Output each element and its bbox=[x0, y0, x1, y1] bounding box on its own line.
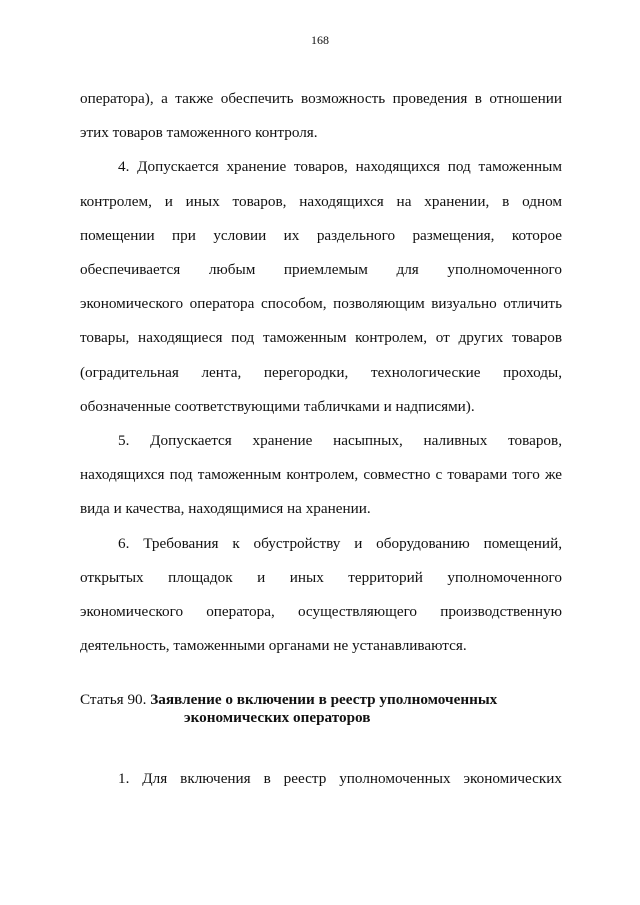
article-title-part-2: экономических операторов bbox=[184, 709, 371, 726]
article-heading bbox=[80, 691, 562, 727]
paragraph-5: 5. Допускается хранение насыпных, наливных товаров, находящихся под таможенным контролем, совместно с товарами того же вида и качества, находящимися на хранении. bbox=[80, 432, 562, 518]
article-number: Статья 90. bbox=[80, 691, 147, 708]
article-title-part-1: Заявление о включении в реестр уполномоченных bbox=[150, 691, 498, 708]
body-text bbox=[80, 82, 562, 663]
paragraph-article-90-1: 1. Для включения в реестр уполномоченных экономических bbox=[118, 770, 562, 787]
paragraph-continued: оператора), а также обеспечить возможность проведения в отношении этих товаров таможенного контроля. bbox=[80, 90, 562, 142]
paragraph-6: 6. Требования к обустройству и оборудованию помещений, открытых площадок и иных территорий уполномоченного экономического оператора, осуществляющего производственную деятельность, таможенными органами не устанавливаются. bbox=[80, 534, 562, 655]
page-number: 168 bbox=[311, 33, 329, 47]
article-heading-line-1 bbox=[80, 691, 562, 709]
paragraph-4: 4. Допускается хранение товаров, находящихся под таможенным контролем, и иных товаров, находящихся на хранении, в одном помещении при условии их раздельного размещения, которое обеспечивается любым приемлемым для уполномоченного экономического оператора способом, позволяющим визуально отличить товары, находящиеся под таможенным контролем, от других товаров (оградительная лента, перегородки, технологические проходы, обозначенные соответствующими табличками и надписями). bbox=[80, 158, 562, 415]
